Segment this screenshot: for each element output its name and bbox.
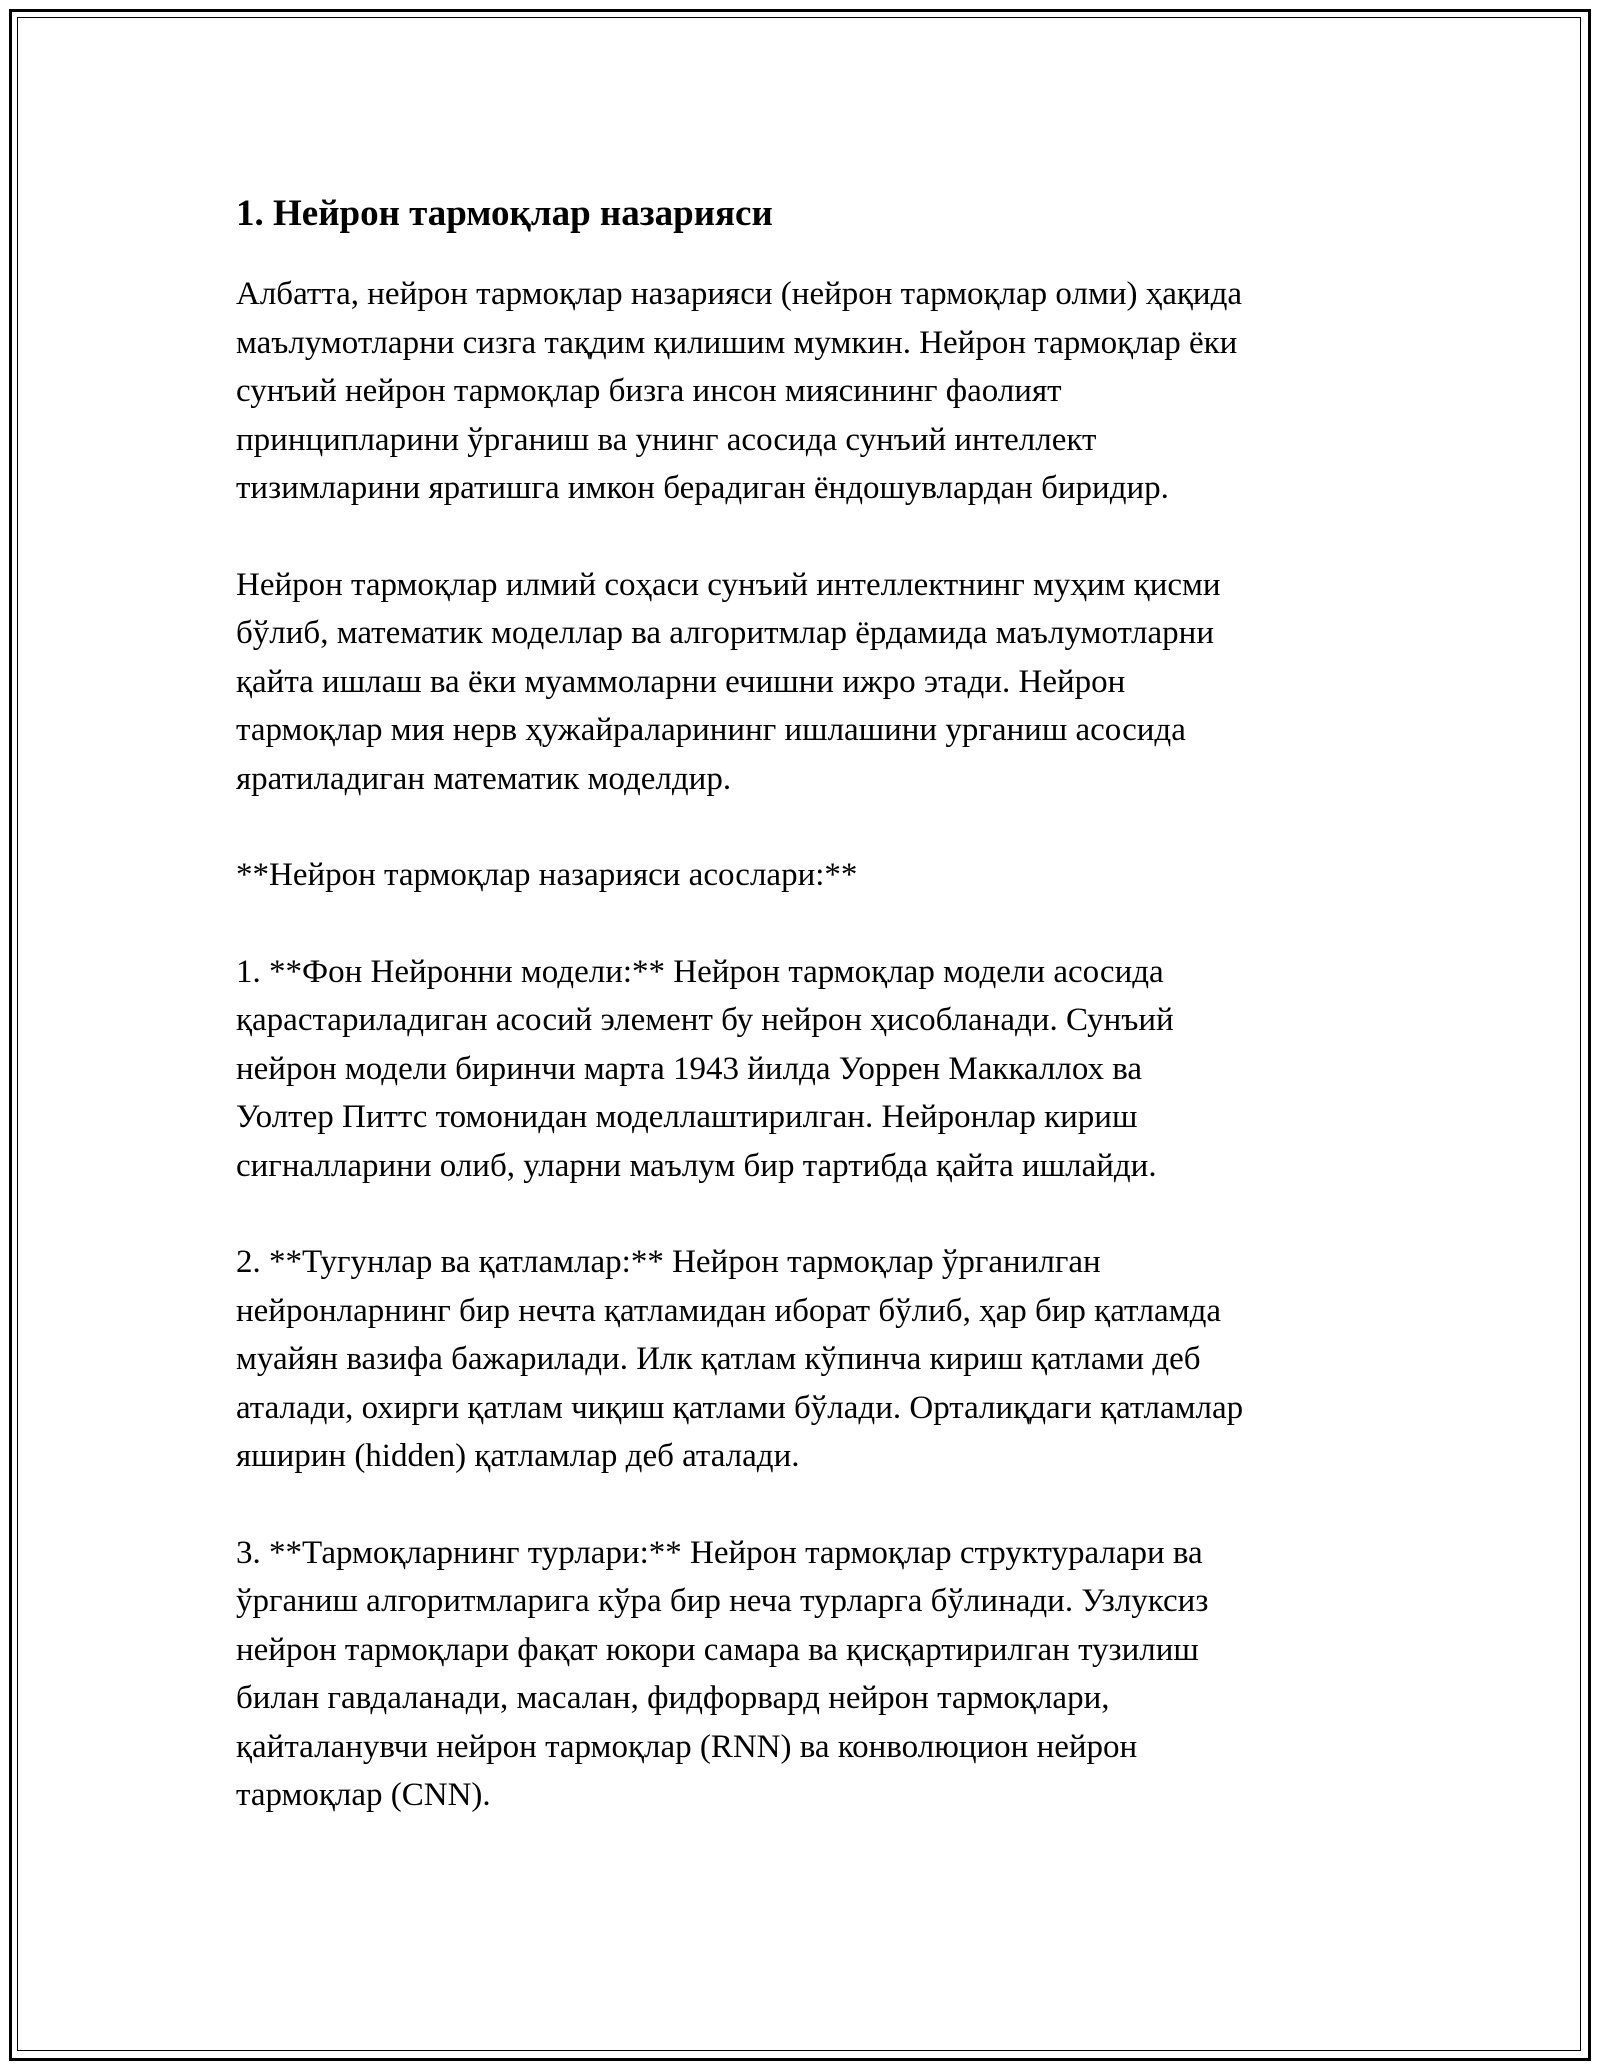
paragraph-line: Албатта, нейрон тармоқлар назарияси (нейрон тармоқлар олми) ҳақида [236,276,1243,312]
document-body [236,188,1368,1820]
paragraph-line: нейрон модели биринчи марта 1943 йилда Уоррен Маккаллох ва [236,1050,1143,1087]
paragraph-line: билан гавдаланади, масалан, фидфорвард нейрон тармоқлари, [236,1680,1110,1716]
page-title: 1. Нейрон тармоқлар назарияси [236,193,773,234]
paragraph-line: 2. **Тугунлар ва қатламлар:** Нейрон тармоқлар ўрганилган [236,1244,1101,1280]
paragraph [236,851,1368,900]
paragraph-line: сигналларини олиб, уларни маълум бир тартибда қайта ишлайди. [236,1147,1157,1184]
paragraph-line: яширин (hidden) қатламлар деб аталади. [236,1438,800,1474]
paragraph-line: бўлиб, математик моделлар ва алгоритмлар ёрдамида маълумотларни [236,615,1214,651]
paragraph-line: тармоқлар мия нерв ҳужайраларининг ишлашини урганиш асосида [236,712,1186,748]
paragraph-line: маълумотларни сизга тақдим қилишим мумкин. Нейрон тармоқлар ёки [236,324,1238,361]
paragraph-line: яратиладиган математик моделдир. [236,760,732,797]
paragraph-line: 1. **Фон Нейронни модели:** Нейрон тармоқлар модели асосида [236,953,1164,990]
paragraph-line: сунъий нейрон тармоқлар бизга инсон миясининг фаолият [236,373,1062,409]
paragraph-line: **Нейрон тармоқлар назарияси асослари:** [236,857,858,893]
paragraph-line: тармоқлар (CNN). [236,1777,491,1813]
paragraph-line: 3. **Тармоқларнинг турлари:** Нейрон тармоқлар структуралари ва [236,1534,1203,1571]
paragraph-line: Нейрон тармоқлар илмий соҳаси сунъий интеллектнинг муҳим қисми [236,566,1221,603]
paragraph [236,1529,1368,1820]
paragraph-line: нейрон тармоқлари фақат юкори самара ва қисқартирилган тузилиш [236,1631,1199,1668]
paragraph-line: тизимларини яратишга имкон берадиган ёндошувлардан биридир. [236,470,1169,506]
paragraph-line: қарастариладиган асосий элемент бу нейрон ҳисобланади. Сунъий [236,1002,1174,1038]
paragraph [236,561,1368,804]
paragraph-line: Уолтер Питтс томонидан моделлаштирилган. Нейронлар кириш [236,1099,1138,1135]
paragraph [236,1238,1368,1481]
paragraph [236,270,1368,513]
paragraph-line: қайталанувчи нейрон тармоқлар (RNN) ва конволюцион нейрон [236,1728,1138,1765]
paragraph-line: аталади, охирги қатлам чиқиш қатлами бўлади. Орталиқдаги қатламлар [236,1389,1244,1426]
paragraph-line: принципларини ўрганиш ва унинг асосида сунъий интеллект [236,421,1097,458]
paragraph-line: нейронларнинг бир нечта қатламидан иборат бўлиб, ҳар бир қатламда [236,1292,1222,1329]
paragraph-list [236,270,1368,1820]
paragraph [236,948,1368,1191]
paragraph-line: ўрганиш алгоритмларига кўра бир неча турларга бўлинади. Узлуксиз [236,1583,1209,1619]
paragraph-line: қайта ишлаш ва ёки муаммоларни ечишни ижро этади. Нейрон [236,663,1126,700]
paragraph-line: муайян вазифа бажарилади. Илк қатлам кўпинча кириш қатлами деб [236,1341,1201,1377]
